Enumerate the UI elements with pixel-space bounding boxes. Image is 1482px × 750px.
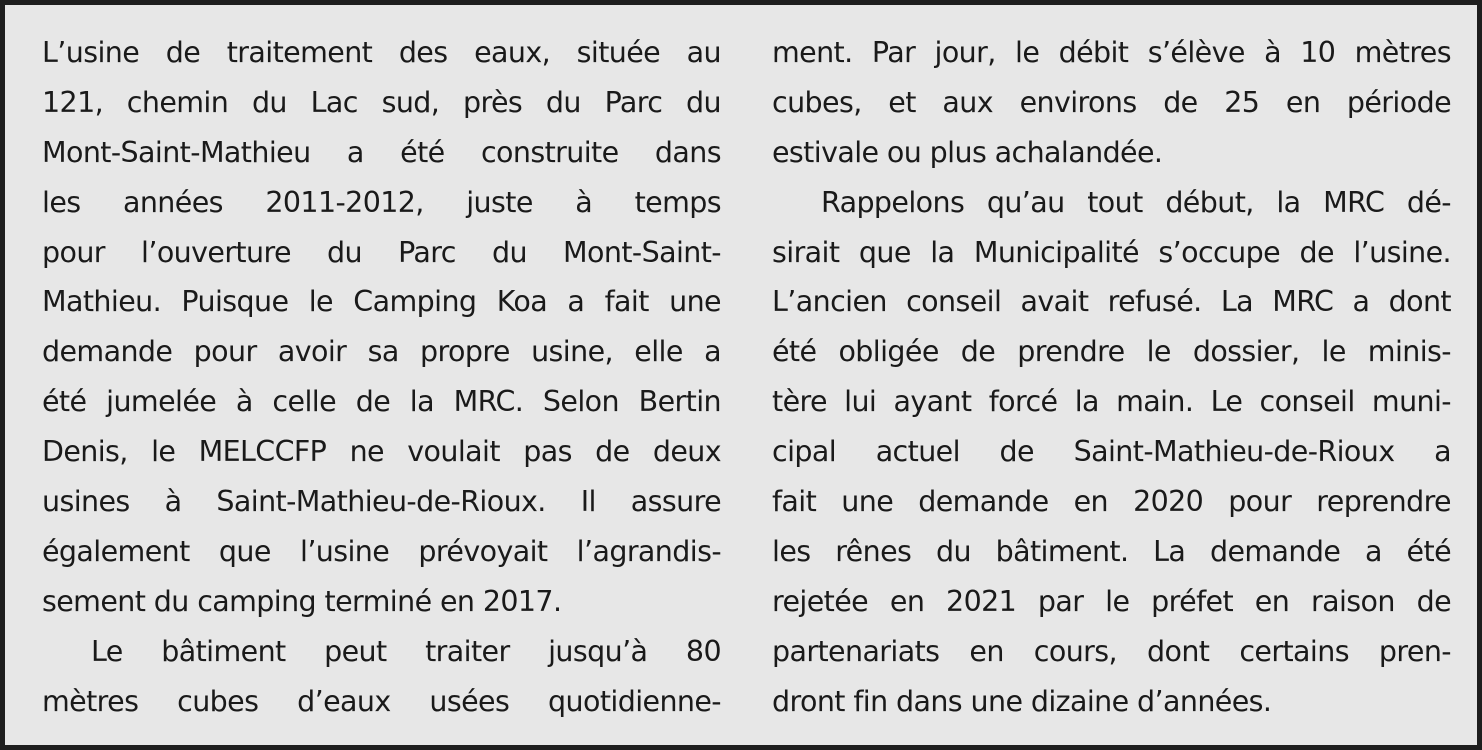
text-line: 121, chemin du Lac sud, près du Parc du xyxy=(42,85,721,119)
text-line: fait une demande en 2020 pour reprendre xyxy=(772,485,1451,519)
text-line: également que l’usine prévoyait l’agrandis- xyxy=(42,534,721,568)
text-line: les années 2011-2012, juste à temps xyxy=(42,185,721,219)
text-line: Mont-Saint-Mathieu a été construite dans xyxy=(42,135,721,169)
text-line: les rênes du bâtiment. La demande a été xyxy=(772,534,1451,568)
text-line: Rappelons qu’au tout début, la MRC dé- xyxy=(821,185,1451,219)
text-line: usines à Saint-Mathieu-de-Rioux. Il assure xyxy=(42,485,721,519)
text-line: tère lui ayant forcé la main. Le conseil muni- xyxy=(772,385,1451,419)
text-line: cipal actuel de Saint-Mathieu-de-Rioux a xyxy=(772,435,1451,469)
text-line: Denis, le MELCCFP ne voulait pas de deux xyxy=(42,435,721,469)
text-line: été obligée de prendre le dossier, le minis- xyxy=(772,335,1451,369)
right-column xyxy=(772,28,1451,726)
text-line: ment. Par jour, le débit s’élève à 10 mètres xyxy=(772,36,1451,69)
text-line: mètres cubes d’eaux usées quotidienne- xyxy=(42,684,721,718)
text-line: pour l’ouverture du Parc du Mont-Saint- xyxy=(42,235,721,269)
text-line: cubes, et aux environs de 25 en période xyxy=(772,85,1451,119)
text-line: sement du camping terminé en 2017. xyxy=(42,584,562,618)
text-line: estivale ou plus achalandée. xyxy=(772,135,1163,169)
text-line: Le bâtiment peut traiter jusqu’à 80 xyxy=(91,634,721,668)
text-line: rejetée en 2021 par le préfet en raison de xyxy=(772,584,1451,618)
text-line: L’ancien conseil avait refusé. La MRC a dont xyxy=(772,285,1451,319)
text-line: L’usine de traitement des eaux, située au xyxy=(42,36,721,69)
left-column xyxy=(42,28,721,726)
text-line: sirait que la Municipalité s’occupe de l’usine. xyxy=(772,235,1451,269)
text-line: été jumelée à celle de la MRC. Selon Bertin xyxy=(42,385,721,419)
text-line: demande pour avoir sa propre usine, elle a xyxy=(42,335,721,369)
text-line: Mathieu. Puisque le Camping Koa a fait une xyxy=(42,285,721,319)
text-line: partenariats en cours, dont certains pren- xyxy=(772,634,1451,668)
text-line: dront fin dans une dizaine d’années. xyxy=(772,684,1272,718)
